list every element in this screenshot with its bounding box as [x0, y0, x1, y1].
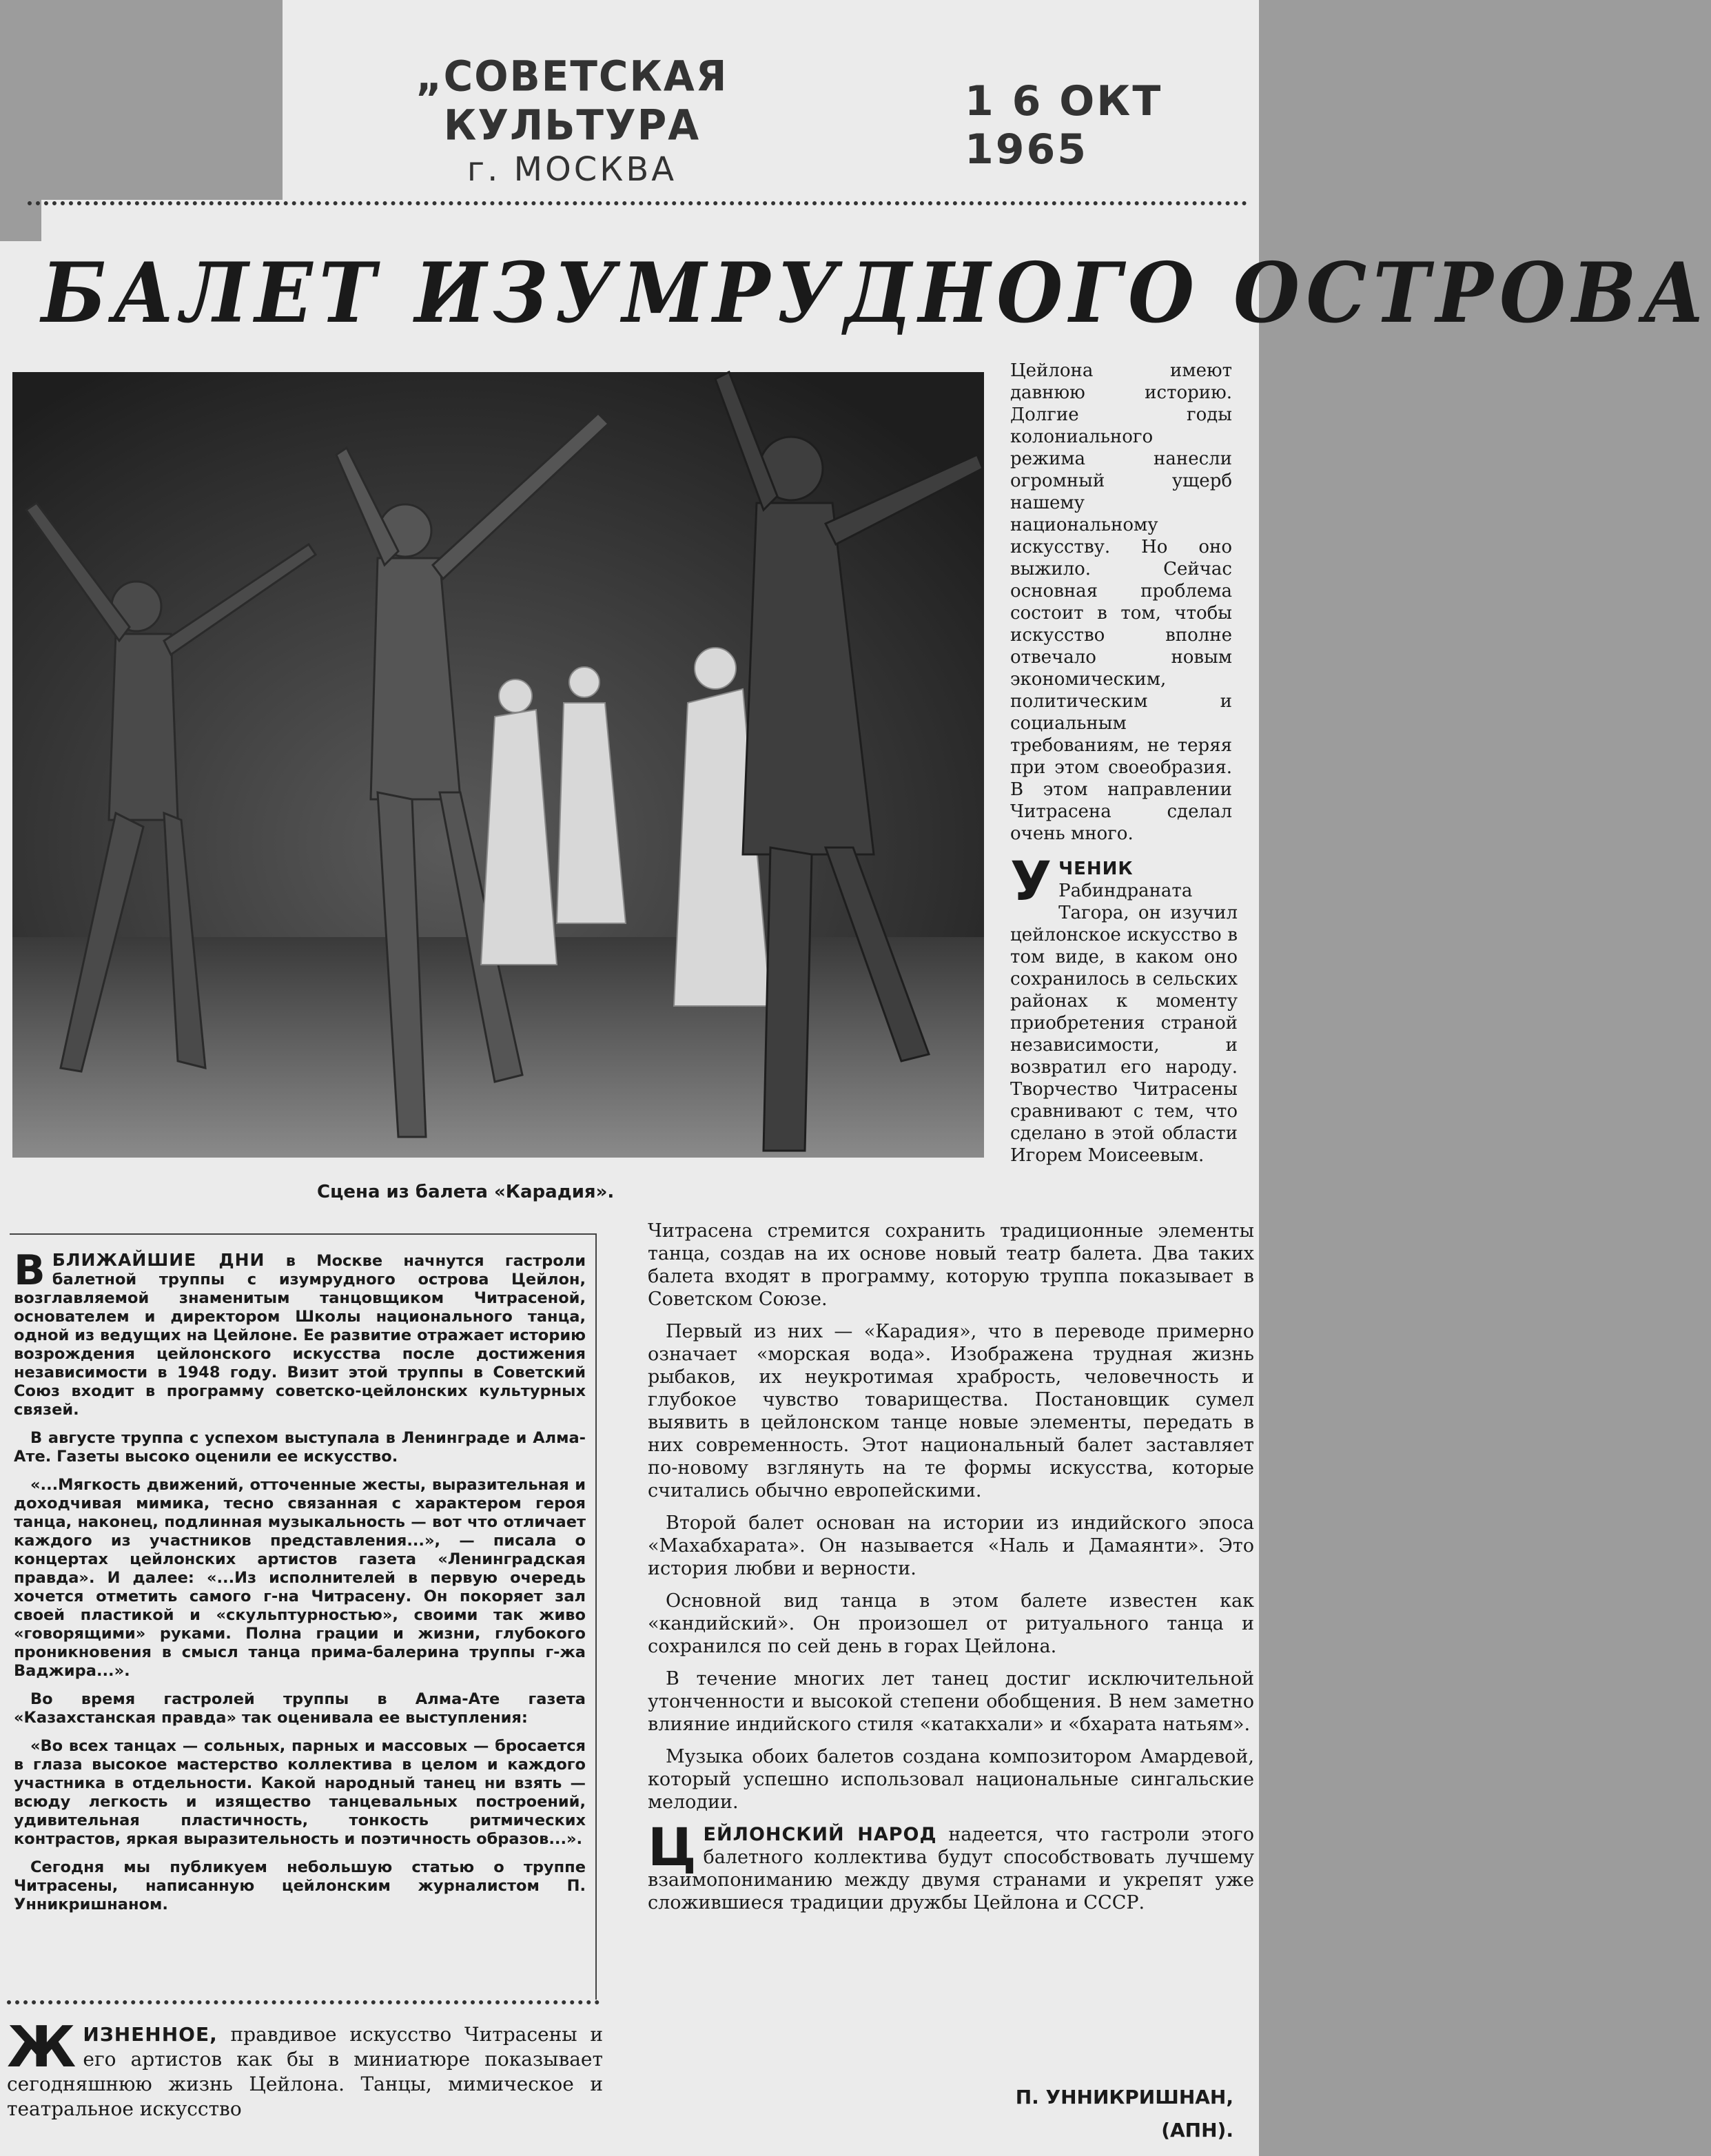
newspaper-stamp [358, 51, 786, 189]
author-name: П. УННИКРИШНАН, [1015, 2086, 1233, 2108]
news-agency: (АПН). [1161, 2119, 1233, 2142]
stamp-city: г. МОСКВА [467, 150, 677, 189]
dotted-rule-top [28, 201, 1247, 212]
paragraph: Второй балет основан на истории из индийского эпоса «Махабхарата». Он называется «Наль и Дамаянти». Это история любви и верности. [648, 1512, 1254, 1579]
paragraph: Основной вид танца в этом балете известен как «кандийский». Он произошел от ритуального танца и сохранился по сей день в горах Цейлона. [648, 1590, 1254, 1657]
paragraph [14, 1246, 586, 1419]
paragraph: «Во всех танцах — сольных, парных и массовых — бросается в глаза высокое мастерство коллектива в целом и каждого участника в отдельности. Какой народный танец ни взять — всюду легкость и изящество танцевальных построений, удивительная пластичность, тонкость ритмических контрастов, яркая выразительность и поэтичность образов...». [14, 1737, 586, 1848]
paragraph [1010, 851, 1238, 1167]
paragraph: «...Мягкость движений, отточенные жесты, выразительная и доходчивая мимика, тесно связанная с характером героя танца, наконец, подлинная музыкальность — вот что отличает каждого из участников представления...», — писала о концертах цейлонских артистов газета «Ленинградская правда». И далее: «...Из исполнителей в первую очередь хочется отметить самого г-на Читрасену. Он покоряет зал своей пластикой и «скульптурностью», своими так живо «говорящими» руками. Полна грации и жизни, глубокого проникновения в смысл танца прима-балерина труппы г-жа Ваджира...». [14, 1476, 586, 1680]
paragraph: Во время гастролей труппы в Алма-Ате газета «Казахстанская правда» так оценивала ее выступления: [14, 1690, 586, 1727]
article-headline: БАЛЕТ ИЗУМРУДНОГО ОСТРОВА [41, 245, 1711, 342]
paragraph: Читрасена стремится сохранить традиционные элементы танца, создав на их основе новый театр балета. Два таких балета входят в программу, которую труппа показывает в Советском Союзе. [648, 1220, 1254, 1310]
paragraph [648, 1816, 1254, 1914]
paragraph-text: надеется, что гастроли этого балетного коллектива будут способствовать лучшему взаимопониманию между двумя странами и укрепят уже сложившиеся традиции дружбы Цейлона и СССР. [648, 1824, 1254, 1913]
stamp-newspaper-name: „СОВЕТСКАЯ КУЛЬТУРА [416, 51, 728, 150]
drop-cap: Ц [648, 1816, 697, 1878]
stamp-date: 1 6 ОКТ 1965 [965, 77, 1163, 174]
column-right-middle [1010, 851, 1238, 1176]
author-signature [958, 2081, 1233, 2147]
drop-cap: У [1010, 851, 1052, 913]
paragraph: Цейлона имеют давнюю историю. Долгие годы колониального режима нанесли огромный ущерб нашему национальному искусству. Но оно выжило. Сейчас основная проблема состоит в том, чтобы искусство вполне отвечало новым экономическим, политическим и социальным требованиям, не теряя при этом своеобразия. В этом направлении Читрасена сделал очень много. [1010, 360, 1232, 844]
paragraph: Музыка обоих балетов создана композитором Амардевой, который успешно использовал национальные сингальские мелодии. [648, 1746, 1254, 1813]
column-middle [648, 1220, 1254, 1924]
paragraph: Сегодня мы публикуем небольшую статью о труппе Читрасены, написанную цейлонским журналистом П. Унникришнаном. [14, 1858, 586, 1913]
paragraph [7, 2015, 603, 2122]
drop-cap: Ж [7, 2015, 76, 2080]
paragraph-text: правдивое искусство Читрасены и его артистов как бы в миниатюре показывает сегодняшнюю жизнь Цейлона. Танцы, мимическое и театральное искусство [7, 2023, 603, 2120]
column-left-bottom [7, 2015, 603, 2131]
dotted-rule-left [7, 2000, 600, 2011]
paragraph: В августе труппа с успехом выступала в Ленинграде и Алма-Ате. Газеты высоко оценили ее искусство. [14, 1429, 586, 1466]
column-right-top [1010, 360, 1232, 854]
paragraph-text: в Москве начнутся гастроли балетной труппы с изумрудного острова Цейлон, возглавляемой знаменитым танцовщиком Читрасеной, основателем и директором Школы национального танца, одной из ведущих на Цейлоне. Ее развитие отражает историю возрождения цейлонского искусства после достижения независимости в 1948 году. Визит этой труппы в Советский Союз входит в программу советско-цейлонских культурных связей. [14, 1252, 586, 1419]
drop-cap: В [14, 1246, 45, 1295]
lead-in: БЛИЖАЙШИЕ ДНИ [52, 1250, 265, 1270]
lead-in: ИЗНЕННОЕ, [83, 2023, 218, 2046]
lead-in: ЕЙЛОНСКИЙ НАРОД [703, 1824, 937, 1845]
photo-caption: Сцена из балета «Карадия». [317, 1182, 615, 1202]
scan-background [0, 0, 283, 200]
paragraph-text: Рабиндраната Тагора, он изучил цейлонское искусство в том виде, в каком оно сохранилось в сельских районах к моменту приобретения страной независимости, и возвратил его народу. Творчество Читрасены сравнивают с тем, что сделано в этой области Игорем Моисеевым. [1010, 881, 1238, 1166]
column-left-intro [14, 1246, 586, 1924]
lead-in: ЧЕНИК [1058, 859, 1134, 879]
paragraph: В течение многих лет танец достиг исключительной утонченности и высокой степени обобщения. В нем заметно влияние индийского стиля «катакхали» и «бхарата натьям». [648, 1668, 1254, 1735]
paragraph: Первый из них — «Карадия», что в переводе примерно означает «морская вода». Изображена трудная жизнь рыбаков, их неукротимая храбрость, человечность и глубокое чувство товарищества. Постановщик сумел выявить в цейлонском танце новые элементы, передать в них современность. Этот национальный балет заставляет по-новому взглянуть на те формы искусства, которые считались обычно европейскими. [648, 1321, 1254, 1501]
ballet-scene-photo [12, 372, 984, 1158]
